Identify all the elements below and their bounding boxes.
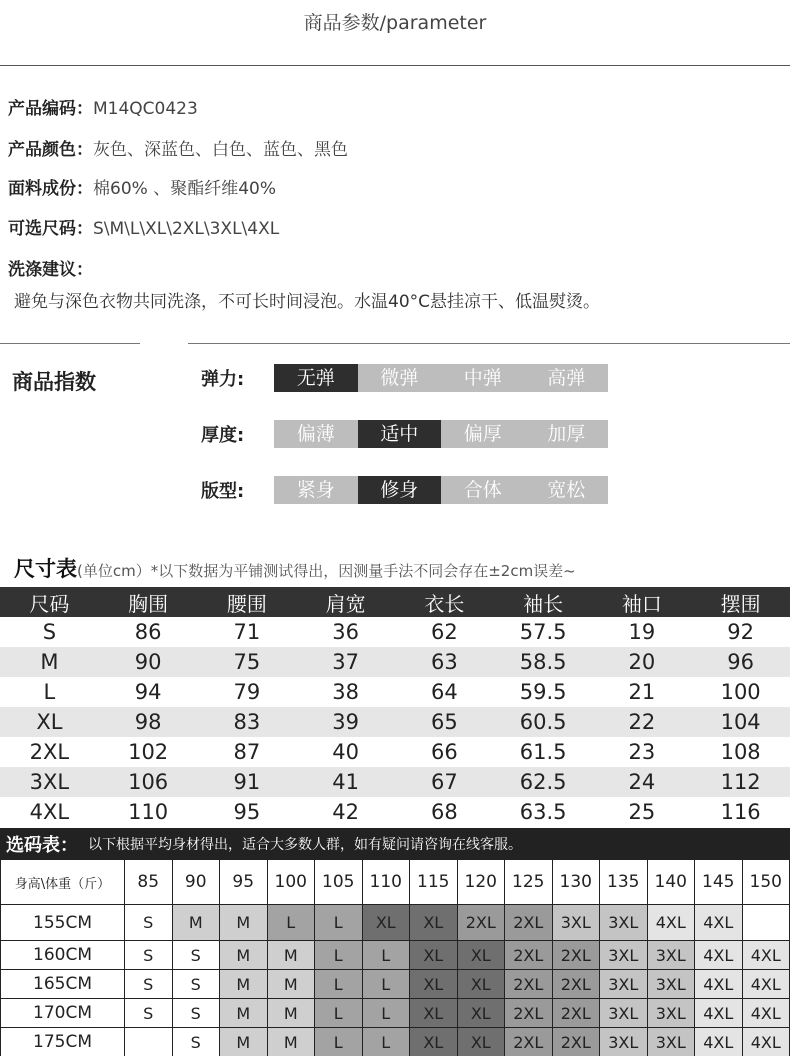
selection-cell: L (362, 1028, 410, 1056)
selection-cell: S (172, 970, 220, 999)
size-chart-cell: 104 (691, 707, 790, 737)
size-chart-cell: S (42, 620, 57, 644)
selection-cell: XL (457, 999, 505, 1028)
size-chart-cell: 59.5 (519, 680, 567, 704)
size-chart-cell: 2XL (29, 740, 70, 764)
size-chart-row (0, 767, 790, 797)
index-divider-right (188, 343, 790, 344)
size-chart-header: 袖口 (593, 587, 692, 617)
size-chart-cell: 22 (593, 707, 692, 737)
selection-cell: 4XL (742, 970, 790, 999)
top-divider (0, 65, 790, 66)
selection-row (1, 970, 790, 999)
selection-cell: 4XL (695, 941, 743, 970)
selection-cell: 3XL (600, 1028, 648, 1056)
index-option: 紧身 (296, 479, 335, 501)
index-row-label: 厚度: (201, 425, 245, 446)
selection-cell: 3XL (600, 970, 648, 999)
selection-cell: 4XL (695, 1028, 743, 1056)
selection-row (1, 941, 790, 970)
index-option: 偏厚 (463, 423, 502, 445)
selection-heading (0, 828, 790, 859)
size-chart-cell: 94 (134, 680, 162, 704)
size-chart-row (0, 677, 790, 707)
size-chart-cell: 68 (431, 800, 458, 824)
selection-cell: 2XL (505, 1028, 553, 1056)
size-chart-cell: 58.5 (494, 647, 593, 677)
param-wash-value: 避免与深色衣物共同洗涤，不可长时间浸泡。水温40°C悬挂凉干、低温熨烫。 (14, 292, 601, 312)
selection-height-label: 175CM (1, 1028, 125, 1056)
index-scale (274, 476, 608, 504)
selection-cell: 3XL (647, 999, 695, 1028)
selection-height-label: 160CM (1, 941, 125, 970)
size-chart-cell: 21 (628, 680, 656, 704)
size-chart-cell: 92 (727, 620, 754, 644)
selection-cell: S (172, 999, 220, 1028)
selection-cell: 2XL (505, 970, 553, 999)
index-row-fit (201, 476, 608, 504)
selection-cell: M (267, 970, 315, 999)
index-divider-left (0, 343, 140, 344)
size-chart-cell: 110 (128, 800, 169, 824)
size-chart-cell: 98 (99, 707, 198, 737)
selection-cell: M (220, 1028, 268, 1056)
selection-weight-header: 90 (172, 860, 220, 905)
size-chart-table (0, 587, 790, 827)
size-chart-cell: 3XL (0, 767, 99, 797)
selection-weight-header: 135 (600, 860, 648, 905)
selection-cell: 3XL (552, 905, 600, 941)
index-row-label: 版型: (201, 481, 245, 502)
size-chart-cell: 24 (593, 767, 692, 797)
selection-cell: S (125, 905, 173, 941)
selection-cell: L (362, 941, 410, 970)
param-code (8, 94, 198, 119)
selection-corner-label: 身高\体重（斤） (1, 860, 125, 905)
index-scale (274, 364, 608, 392)
size-chart-cell: 37 (296, 647, 395, 677)
size-chart-cell: 102 (128, 740, 169, 764)
selection-cell: M (172, 905, 220, 941)
selection-cell: M (220, 941, 268, 970)
size-chart-cell: 96 (691, 647, 790, 677)
selection-cell: 2XL (552, 999, 600, 1028)
param-sizes-value: S\M\L\XL\2XL\3XL\4XL (93, 219, 280, 239)
param-wash (8, 255, 93, 280)
size-chart-cell: 19 (628, 620, 656, 644)
size-chart-row (0, 647, 790, 677)
selection-cell: L (315, 1028, 363, 1056)
selection-cell: S (125, 970, 173, 999)
selection-cell: S (125, 941, 173, 970)
selection-cell: S (125, 999, 173, 1028)
selection-weight-header: 110 (362, 860, 410, 905)
size-chart-title: 尺寸表 (14, 557, 77, 581)
param-sizes-label: 可选尺码： (8, 219, 93, 239)
selection-cell: L (315, 905, 363, 941)
size-chart-cell: 67 (395, 767, 494, 797)
index-option: 加厚 (547, 423, 586, 445)
param-code-value: M14QC0423 (93, 99, 198, 119)
size-chart-cell: 41 (296, 767, 395, 797)
size-chart-cell: 106 (99, 767, 198, 797)
size-chart-row (0, 797, 790, 827)
size-chart-cell: 23 (628, 740, 656, 764)
size-chart-row (0, 707, 790, 737)
size-chart-row (0, 617, 790, 647)
size-chart-cell: 62.5 (494, 767, 593, 797)
selection-cell: 4XL (742, 999, 790, 1028)
param-wash-label: 洗涤建议： (8, 260, 93, 280)
selection-cell: L (362, 970, 410, 999)
selection-cell: L (267, 905, 315, 941)
size-chart-cell: 61.5 (519, 740, 567, 764)
index-option: 偏薄 (296, 423, 335, 445)
param-color (8, 135, 348, 160)
index-title: 商品指数 (12, 370, 96, 394)
selection-cell (125, 1028, 173, 1056)
size-chart-header: 摆围 (691, 587, 790, 617)
param-fabric (8, 174, 276, 199)
selection-weight-header: 130 (552, 860, 600, 905)
selection-cell: XL (410, 970, 458, 999)
index-option: 高弹 (547, 367, 586, 389)
size-chart-header: 胸围 (99, 587, 198, 617)
selection-weight-header: 85 (125, 860, 173, 905)
selection-cell (742, 905, 790, 941)
selection-cell: XL (410, 1028, 458, 1056)
size-chart-cell: 63.5 (519, 800, 567, 824)
selection-weight-header: 150 (742, 860, 790, 905)
size-chart-note: (单位cm）*以下数据为平铺测试得出，因测量手法不同会存在±2cm误差~ (77, 562, 576, 580)
size-chart-cell: 83 (198, 707, 297, 737)
selection-note: 以下根据平均身材得出，适合大多数人群，如有疑问请咨询在线客服。 (88, 836, 522, 853)
size-chart-cell: 87 (233, 740, 261, 764)
selection-cell: S (172, 941, 220, 970)
selection-cell: L (362, 999, 410, 1028)
size-chart-cell: 112 (691, 767, 790, 797)
selection-cell: 4XL (647, 905, 695, 941)
size-chart-header: 尺码 (0, 587, 99, 617)
selection-cell: XL (457, 1028, 505, 1056)
selection-cell: M (267, 999, 315, 1028)
index-option-selected: 适中 (358, 420, 442, 448)
size-chart-cell: 63 (395, 647, 494, 677)
size-chart-header: 衣长 (395, 587, 494, 617)
index-option: 合体 (463, 479, 502, 501)
size-chart-header: 袖长 (494, 587, 593, 617)
size-chart-cell: 20 (593, 647, 692, 677)
index-row-elasticity (201, 364, 608, 392)
selection-title: 选码表： (6, 834, 78, 856)
selection-cell: 4XL (742, 1028, 790, 1056)
index-option: 微弹 (380, 367, 419, 389)
selection-weight-header: 95 (220, 860, 268, 905)
selection-cell: 3XL (600, 999, 648, 1028)
selection-cell: 2XL (552, 941, 600, 970)
selection-cell: XL (457, 941, 505, 970)
size-chart-cell: 95 (233, 800, 261, 824)
selection-cell: XL (457, 970, 505, 999)
size-chart-cell: 36 (332, 620, 359, 644)
selection-cell: M (267, 941, 315, 970)
selection-cell: 2XL (552, 1028, 600, 1056)
selection-height-label: 170CM (1, 999, 125, 1028)
size-chart-cell: M (0, 647, 99, 677)
size-chart-cell: 25 (628, 800, 656, 824)
selection-cell: 2XL (505, 999, 553, 1028)
index-option-selected: 修身 (358, 476, 442, 504)
param-code-label: 产品编码： (8, 99, 93, 119)
index-option: 宽松 (547, 479, 586, 501)
selection-weight-header: 125 (505, 860, 553, 905)
selection-weight-header: 145 (695, 860, 743, 905)
selection-cell: L (315, 941, 363, 970)
size-chart-cell: 100 (720, 680, 761, 704)
selection-cell: 3XL (647, 970, 695, 999)
index-scale (274, 420, 608, 448)
selection-cell: 4XL (695, 905, 743, 941)
selection-header-row (1, 860, 790, 905)
selection-cell: 2XL (505, 905, 553, 941)
selection-cell: M (220, 999, 268, 1028)
size-chart-cell: 64 (431, 680, 458, 704)
selection-height-label: 165CM (1, 970, 125, 999)
size-chart-cell: 62 (431, 620, 458, 644)
size-chart-row (0, 737, 790, 767)
size-chart-cell: 65 (395, 707, 494, 737)
size-chart-cell: 86 (134, 620, 162, 644)
selection-cell: M (267, 1028, 315, 1056)
selection-cell: M (220, 970, 268, 999)
selection-cell: L (315, 999, 363, 1028)
selection-weight-header: 115 (410, 860, 458, 905)
selection-cell: 3XL (600, 941, 648, 970)
selection-cell: 3XL (600, 905, 648, 941)
param-sizes (8, 214, 279, 239)
size-chart-cell: 116 (720, 800, 761, 824)
selection-cell: XL (410, 999, 458, 1028)
selection-cell: L (315, 970, 363, 999)
selection-cell: 4XL (695, 999, 743, 1028)
size-chart-cell: L (43, 680, 56, 704)
size-chart-cell: 71 (233, 620, 261, 644)
selection-cell: 3XL (647, 1028, 695, 1056)
page-title: 商品参数/parameter (303, 12, 487, 34)
selection-row (1, 905, 790, 941)
selection-cell: XL (362, 905, 410, 941)
selection-table (0, 859, 790, 1056)
selection-height-label: 155CM (1, 905, 125, 941)
size-chart-cell: 90 (99, 647, 198, 677)
size-chart-cell: XL (0, 707, 99, 737)
size-chart-header: 腰围 (198, 587, 297, 617)
param-color-label: 产品颜色： (8, 140, 93, 160)
param-fabric-value: 棉60% 、聚酯纤维40% (93, 179, 276, 199)
selection-cell: 2XL (505, 941, 553, 970)
selection-weight-header: 120 (457, 860, 505, 905)
selection-weight-header: 100 (267, 860, 315, 905)
size-chart-cell: 75 (198, 647, 297, 677)
size-chart-cell: 4XL (29, 800, 70, 824)
size-chart-cell: 39 (296, 707, 395, 737)
index-row-thickness (201, 420, 608, 448)
size-chart-heading (14, 553, 576, 583)
size-chart-cell: 40 (332, 740, 359, 764)
selection-cell: 2XL (552, 970, 600, 999)
selection-cell: 4XL (695, 970, 743, 999)
size-chart-cell: 38 (332, 680, 359, 704)
selection-cell: XL (410, 941, 458, 970)
size-chart-cell: 79 (233, 680, 261, 704)
param-color-value: 灰色、深蓝色、白色、蓝色、黑色 (93, 140, 348, 160)
selection-cell: 3XL (647, 941, 695, 970)
selection-row (1, 999, 790, 1028)
size-chart-header: 肩宽 (296, 587, 395, 617)
size-chart-header-row (0, 587, 790, 617)
selection-cell: XL (410, 905, 458, 941)
index-option-selected: 无弹 (274, 364, 358, 392)
size-chart-cell: 66 (431, 740, 458, 764)
selection-cell: 4XL (742, 941, 790, 970)
selection-cell: M (220, 905, 268, 941)
selection-cell: S (172, 1028, 220, 1056)
selection-cell: 2XL (457, 905, 505, 941)
selection-weight-header: 140 (647, 860, 695, 905)
size-chart-cell: 91 (198, 767, 297, 797)
size-chart-cell: 42 (332, 800, 359, 824)
size-chart-cell: 108 (720, 740, 761, 764)
selection-weight-header: 105 (315, 860, 363, 905)
index-option: 中弹 (463, 367, 502, 389)
selection-row (1, 1028, 790, 1056)
size-chart-cell: 57.5 (519, 620, 567, 644)
index-row-label: 弹力: (201, 369, 245, 390)
size-chart-cell: 60.5 (494, 707, 593, 737)
param-fabric-label: 面料成份： (8, 179, 93, 199)
